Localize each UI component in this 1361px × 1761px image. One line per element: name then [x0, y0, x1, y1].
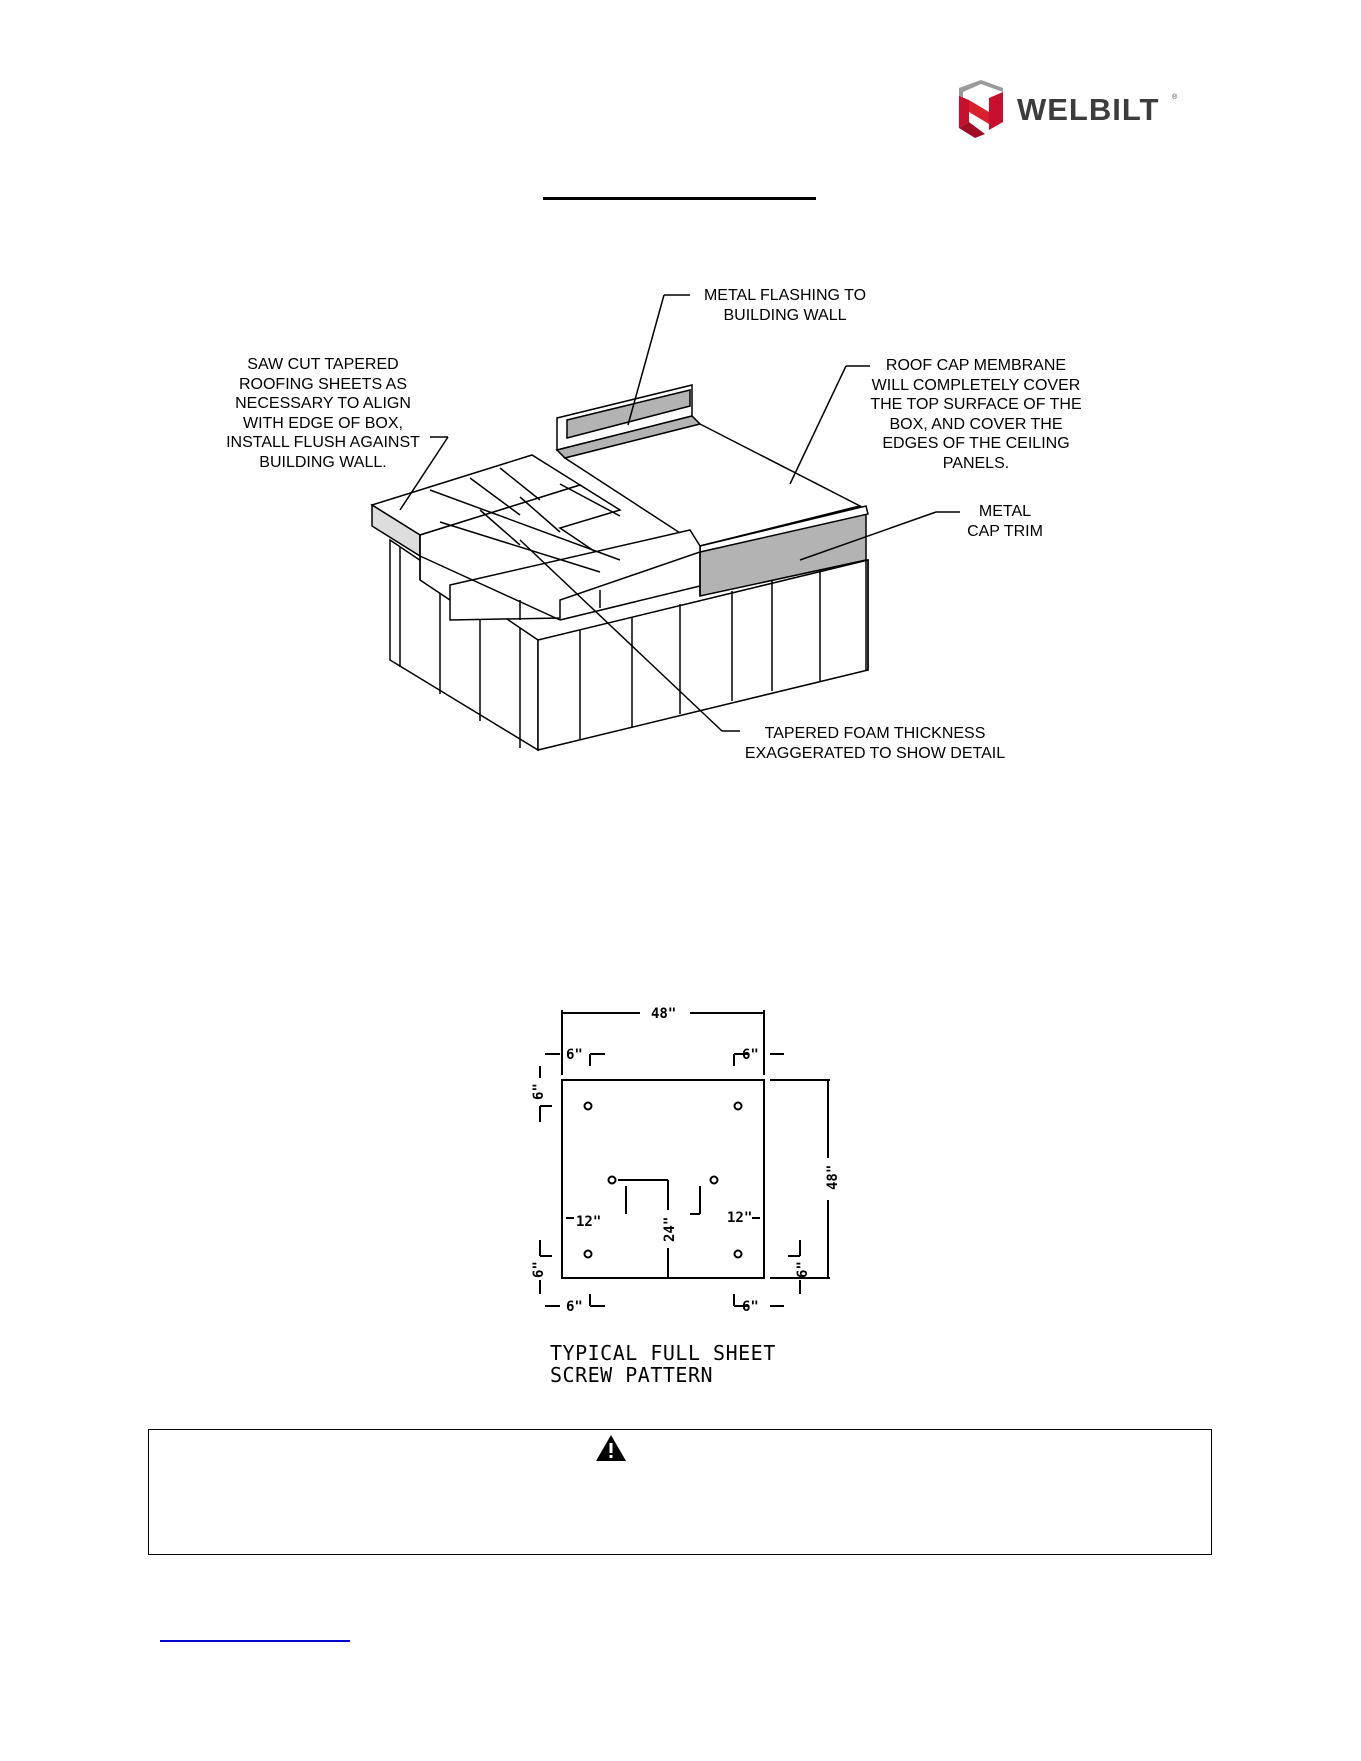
callout-line: WILL COMPLETELY COVER — [871, 376, 1081, 394]
callout-line: BUILDING WALL — [723, 306, 847, 324]
dim-6-right-bottom: 6" — [795, 1261, 811, 1278]
callout-tapered-foam — [740, 724, 1010, 763]
callout-line: WITH EDGE OF BOX, — [242, 414, 403, 432]
dim-width-48: 48" — [651, 1006, 677, 1022]
callout-line: METAL FLASHING TO — [703, 287, 867, 304]
callout-line: CAP TRIM — [967, 522, 1043, 540]
dim-6-top-left: 6" — [566, 1047, 583, 1063]
dim-12-left: 12" — [576, 1214, 602, 1230]
dim-6-bottom-left: 6" — [566, 1299, 583, 1315]
callout-roof-cap-membrane — [864, 356, 1088, 473]
dim-6-bottom-right: 6" — [742, 1299, 759, 1315]
callout-line: BOX, AND COVER THE — [889, 415, 1063, 433]
caption-line: TYPICAL FULL SHEET — [550, 1341, 776, 1365]
dim-6-left-top: 6" — [531, 1083, 547, 1100]
dim-6-top-right: 6" — [742, 1047, 759, 1063]
screw-pattern-caption — [550, 1342, 776, 1386]
warning-box — [148, 1429, 1212, 1555]
dim-24: 24" — [662, 1216, 678, 1242]
caption-line: SCREW PATTERN — [550, 1363, 714, 1387]
warning-triangle-icon — [595, 1434, 627, 1462]
callout-line: BUILDING WALL. — [259, 453, 387, 471]
callout-line: INSTALL FLUSH AGAINST — [226, 434, 420, 451]
callout-line: PANELS. — [942, 454, 1010, 472]
callout-line: EXAGGERATED TO SHOW DETAIL — [744, 744, 1006, 762]
footer-link-underline[interactable] — [160, 1640, 350, 1642]
callout-line: METAL — [978, 503, 1032, 520]
brand-name: WELBILT — [1017, 92, 1160, 127]
roof-cap-diagram — [0, 0, 1361, 780]
callout-line: ROOF CAP MEMBRANE — [885, 357, 1067, 374]
callout-line: EDGES OF THE CEILING — [882, 435, 1070, 452]
callout-metal-cap-trim — [955, 502, 1055, 541]
callout-line: TAPERED FOAM THICKNESS — [764, 725, 986, 742]
callout-line: THE TOP SURFACE OF THE — [870, 396, 1082, 413]
dim-height-48: 48" — [825, 1164, 841, 1190]
callout-line: ROOFING SHEETS AS — [238, 375, 408, 393]
callout-metal-flashing — [690, 286, 880, 325]
dim-6-left-bottom: 6" — [531, 1261, 547, 1278]
callout-line: SAW CUT TAPERED — [247, 356, 399, 373]
screw-pattern-diagram — [520, 995, 850, 1315]
callout-line: NECESSARY TO ALIGN — [235, 395, 411, 412]
callout-saw-cut — [218, 355, 428, 472]
brand-reg-mark: ® — [1172, 94, 1178, 101]
dim-12-right: 12" — [727, 1210, 753, 1226]
